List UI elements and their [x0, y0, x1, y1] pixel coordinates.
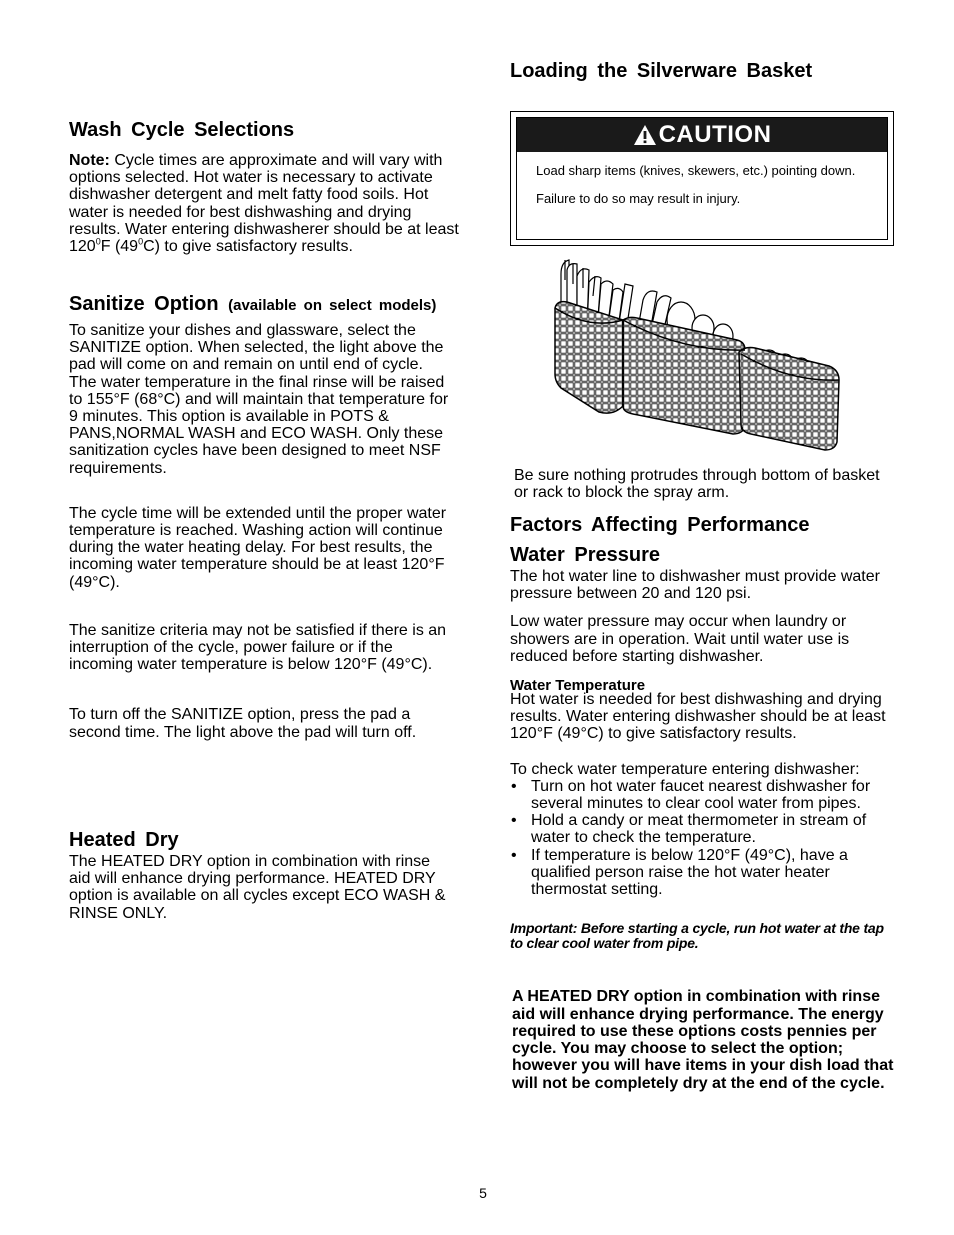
caution-body: [517, 152, 887, 207]
caution-line-1: Load sharp items (knives, skewers, etc.) pointing down.: [536, 163, 856, 178]
water-temperature-p1: Hot water is needed for best dishwashing and drying results. Water entering dishwasher should be at least 120°F (49°C) to give satisfactory results.: [510, 691, 886, 743]
water-temperature-heading: Water Temperature: [510, 677, 646, 695]
note-label: Note:: [69, 152, 110, 169]
wash-cycle-note: Note: Cycle times are approximate and will vary with options selected. Hot water is necessary to activate dishwasher detergent and melt fatty food soils. Hot water is needed for best dishwashing and drying results. Water entering dishwasherer should be at least $120^0F$ $(49^0C)$ to give satisfactory results.: [69, 152, 459, 256]
sanitize-heading: Sanitize Option (available on select models): [69, 293, 437, 315]
sanitize-p1: To sanitize your dishes and glassware, select the SANITIZE option. When selected, the light above the pad will come on and remain on until end of cycle. The water temperature in the final rinse will be raised to 155°F (68°C) and will maintain that temperature for 9 minutes. This option is available in POTS & PANS,NORMAL WASH and ECO WASH. Only these sanitization cycles have been designed to meet NSF requirements.: [69, 322, 449, 477]
sanitize-p3: The sanitize criteria may not be satisfied if there is an interruption of the cycle, power failure or if the incoming water temperature is below 120°F (49°C).: [69, 621, 447, 674]
sanitize-p2: The cycle time will be extended until the proper water temperature is reached. Washing action will continue during the water heating delay. For best results, the incoming water temperature should be at least 120°F (49°C).: [69, 504, 447, 591]
sanitize-section: [69, 294, 454, 741]
silverware-basket-illustration: [553, 256, 841, 454]
silverware-heading: Loading the Silverware Basket: [510, 60, 813, 82]
water-pressure-p2: Low water pressure may occur when laundry or showers are in operation. Wait until water use is reduced before starting dishwasher.: [510, 613, 850, 665]
page-number: 5: [479, 1185, 487, 1201]
heated-dry-energy-note: A HEATED DRY option in combination with rinse aid will enhance drying performance. The energy required to use these options costs pennies per cycle. You may choose to select the option; however you will have items in your dish load that will not be completely dry at the end of the cycle.: [512, 988, 894, 1092]
important-note: Important: Before starting a cycle, run hot water at the tap to clear cool water from pipe.: [510, 920, 884, 952]
check-intro: To check water temperature entering dishwasher:: [510, 760, 860, 778]
factors-heading: Factors Affecting Performance: [510, 514, 810, 536]
caution-header: [517, 118, 887, 152]
list-item: • If temperature is below 120°F (49°C), have a qualified person raise the hot water heater thermostat setting.: [510, 847, 894, 899]
sanitize-p4: To turn off the SANITIZE option, press the pad a second time. The light above the pad will turn off.: [69, 706, 417, 741]
factors-section: [510, 514, 895, 1092]
caution-title: CAUTION: [658, 121, 772, 148]
wash-cycle-heading: Wash Cycle Selections: [69, 119, 295, 141]
list-item: • Turn on hot water faucet nearest dishwasher for several minutes to clear cool water from pipes.: [510, 778, 894, 812]
heated-dry-p1: The HEATED DRY option in combination with rinse aid will enhance drying performance. HEATED DRY option is available on all cycles except ECO WASH & RINSE ONLY.: [69, 853, 446, 922]
caution-box: [510, 111, 894, 246]
caution-inner-frame: [516, 117, 888, 240]
wash-cycle-section: [69, 119, 459, 255]
water-pressure-heading: Water Pressure: [510, 544, 660, 566]
check-steps-list: [510, 778, 894, 898]
caution-line-2: Failure to do so may result in injury.: [536, 191, 741, 206]
water-pressure-p1: The hot water line to dishwasher must provide water pressure between 20 and 120 psi.: [510, 568, 880, 603]
warning-triangle-icon: [633, 124, 657, 146]
heated-dry-heading: Heated Dry: [69, 829, 179, 851]
heated-dry-section: [69, 829, 454, 922]
list-item: • Hold a candy or meat thermometer in stream of water to check the temperature.: [510, 812, 894, 846]
after-image-text: Be sure nothing protrudes through bottom of basket or rack to block the spray arm.: [514, 467, 880, 502]
